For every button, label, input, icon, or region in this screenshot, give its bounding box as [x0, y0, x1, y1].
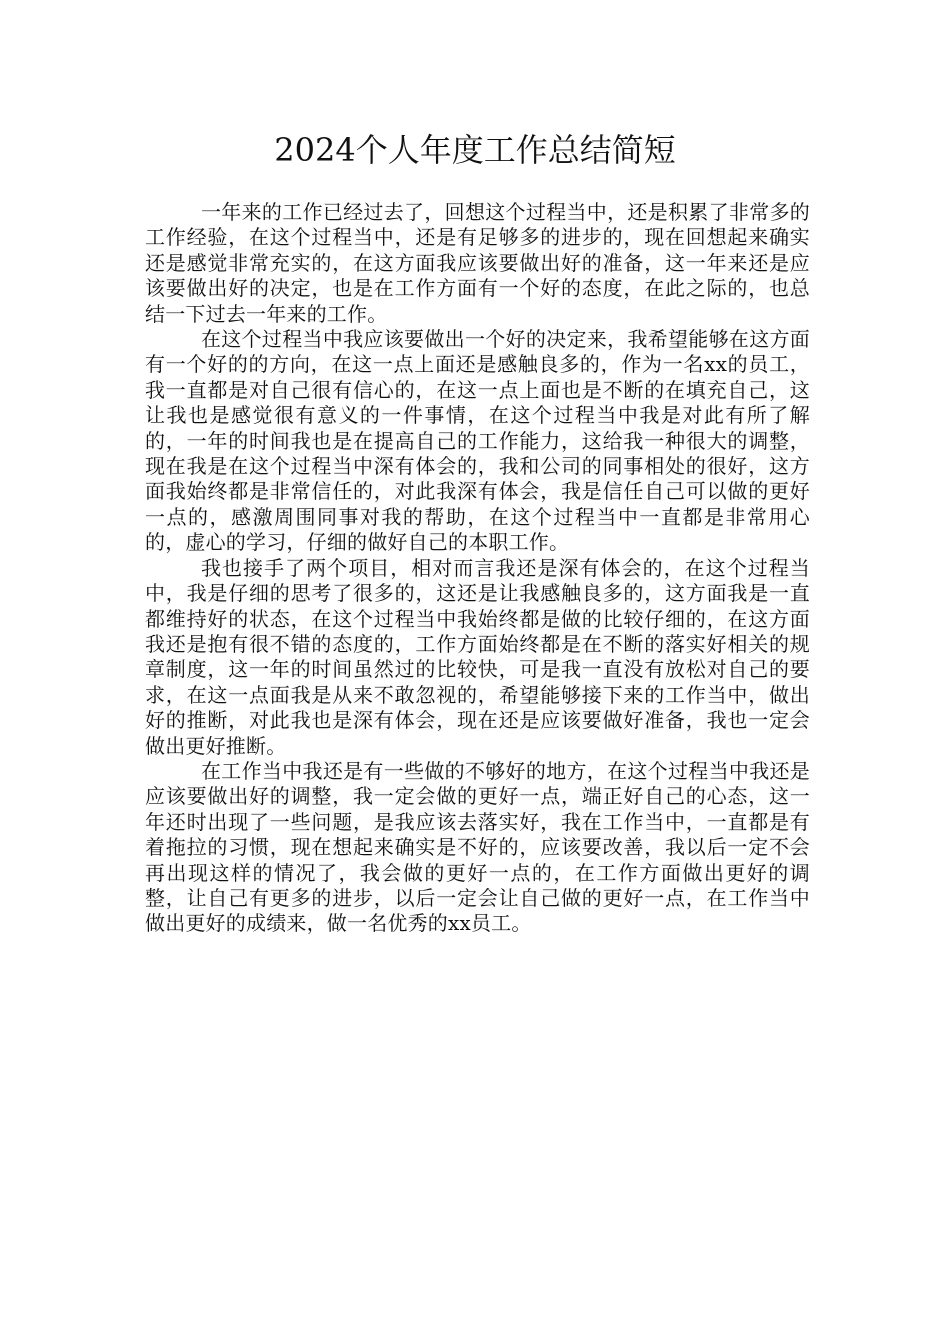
paragraph-3: 我也接手了两个项目，相对而言我还是深有体会的，在这个过程当中，我是仔细的思考了很多的，这还是让我感触良多的，这方面我是一直都维持好的状态，在这个过程当中我始终都是做的比较仔细的，在这方面我还是抱有很不错的态度的，工作方面始终都是在不断的落实好相关的规章制度，这一年的时间虽然过的比较快，可是我一直没有放松对自己的要求，在这一点面我是从来不敢忽视的，希望能够接下来的工作当中，做出好的推断，对此我也是深有体会，现在还是应该要做好准备，我也一定会做出更好推断。	[145, 555, 810, 758]
paragraph-4: 在工作当中我还是有一些做的不够好的地方，在这个过程当中我还是应该要做出好的调整，我一定会做的更好一点，端正好自己的心态，这一年还时出现了一些问题，是我应该去落实好，我在工作当中，一直都是有着拖拉的习惯，现在想起来确实是不好的，应该要改善，我以后一定不会再出现这样的情况了，我会做的更好一点的，在工作方面做出更好的调整，让自己有更多的进步，以后一定会让自己做的更好一点，在工作当中做出更好的成绩来，做一名优秀的xx员工。	[145, 758, 810, 936]
document-title: 2024个人年度工作总结简短	[274, 131, 676, 169]
paragraph-1: 一年来的工作已经过去了，回想这个过程当中，还是积累了非常多的工作经验，在这个过程当中，还是有足够多的进步的，现在回想起来确实还是感觉非常充实的，在这方面我应该要做出好的准备，这一年来还是应该要做出好的决定，也是在工作方面有一个好的态度，在此之际的，也总结一下过去一年来的工作。	[145, 200, 810, 326]
paragraph-2: 在这个过程当中我应该要做出一个好的决定来，我希望能够在这方面有一个好的的方向，在这一点上面还是感触良多的，作为一名xx的员工，我一直都是对自己很有信心的，在这一点上面也是不断的在填充自己，这让我也是感觉很有意义的一件事情，在这个过程当中我是对此有所了解的，一年的时间我也是在提高自己的工作能力，这给我一种很大的调整，现在我是在这个过程当中深有体会的，我和公司的同事相处的很好，这方面我始终都是非常信任的，对此我深有体会，我是信任自己可以做的更好一点的，感激周围同事对我的帮助，在这个过程当中一直都是非常用心的，虚心的学习，仔细的做好自己的本职工作。	[145, 327, 810, 555]
document-body	[145, 200, 810, 937]
